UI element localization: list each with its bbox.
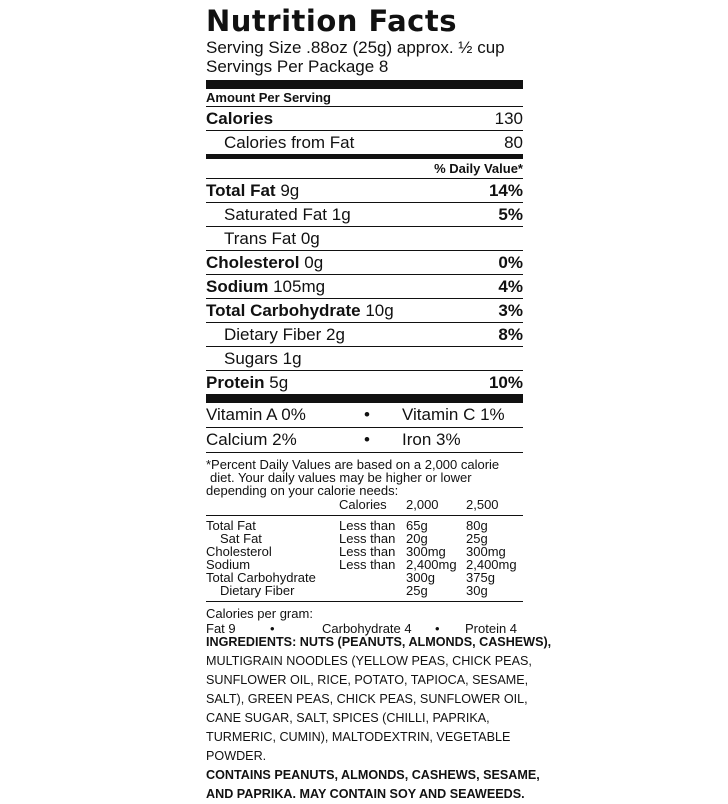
vitamin-list — [206, 403, 523, 453]
servings-per-package: Servings Per Package 8 — [206, 57, 389, 76]
dv-table-cell: 2,400mg — [406, 557, 457, 572]
nutrient-row — [206, 347, 523, 371]
serving-size: Serving Size .88oz (25g) approx. ½ cup — [206, 38, 505, 57]
cpg-sep: • — [270, 621, 275, 636]
nutrient-name: Trans Fat — [224, 229, 297, 248]
nutrient-label — [206, 371, 288, 394]
nutrient-name: Dietary Fiber — [224, 325, 322, 344]
thick-divider — [206, 80, 523, 89]
nutrient-label — [206, 203, 351, 226]
dv-table-cell: Less than — [339, 531, 396, 546]
dv-table-cell: 2,400mg — [466, 557, 517, 572]
nutrient-amount: 5g — [269, 373, 289, 392]
dv-table-cell: 20g — [406, 531, 428, 546]
nutrient-row — [206, 371, 523, 394]
calories-label: Calories — [206, 109, 274, 128]
vitamin-value: Vitamin C 1% — [402, 405, 505, 424]
dv-table-cell: 80g — [466, 518, 488, 533]
nutrient-amount: 9g — [280, 181, 300, 200]
calories-row — [206, 107, 523, 131]
vitamin-row — [206, 428, 523, 453]
footnote-line: diet. Your daily values may be higher or lower — [210, 470, 472, 485]
daily-value-table — [206, 498, 523, 511]
nutrient-daily-value: 14% — [488, 181, 523, 200]
dv-table-cell: 25g — [466, 531, 488, 546]
nutrient-name: Cholesterol — [206, 253, 300, 272]
dv-table-cell: Total Fat — [206, 518, 256, 533]
footnote-line: depending on your calorie needs: — [206, 483, 399, 498]
nutrient-daily-value: 10% — [488, 373, 523, 392]
ingredients-line: SUNFLOWER OIL, RICE, POTATO, TAPIOCA, SESAME, — [206, 673, 529, 687]
dv-table-cell — [339, 584, 406, 597]
dv-table-cell: 375g — [466, 570, 495, 585]
nutrient-label — [206, 251, 323, 274]
calories-from-fat-value: 80 — [504, 133, 523, 152]
nutrient-name: Sodium — [206, 277, 269, 296]
nutrient-label — [206, 275, 325, 298]
nutrient-name: Total Fat — [206, 181, 276, 200]
dv-table-cell: 65g — [406, 518, 428, 533]
cpg-fat: Fat 9 — [206, 621, 236, 636]
nutrient-row — [206, 203, 523, 227]
nutrient-amount: 1g — [331, 205, 351, 224]
cpg-sep: • — [435, 621, 440, 636]
nutrient-amount: 105mg — [273, 277, 326, 296]
nutrient-daily-value: 3% — [498, 301, 523, 320]
dv-table-cell: Dietary Fiber — [220, 583, 295, 598]
dv-header-cell: 2,500 — [466, 497, 499, 512]
calories-from-fat-label: Calories from Fat — [224, 133, 355, 152]
allergen-line: AND PAPRIKA. MAY CONTAIN SOY AND SEAWEEDS. — [206, 787, 525, 801]
dv-table-cell: 30g — [466, 583, 488, 598]
nutrient-label — [206, 323, 345, 346]
ingredients-block — [206, 633, 552, 804]
nutrient-name: Protein — [206, 373, 265, 392]
ingredients-line: POWDER. — [206, 749, 267, 763]
ingredients-line: CANE SUGAR, SALT, SPICES (CHILLI, PAPRIKA, — [206, 711, 490, 725]
nutrient-row — [206, 275, 523, 299]
dv-table-cell: Less than — [339, 557, 396, 572]
vitamin-value: Vitamin A 0% — [206, 405, 306, 424]
nutrient-name: Saturated Fat — [224, 205, 328, 224]
vitamin-row — [206, 403, 523, 428]
nutrient-amount: 0g — [300, 229, 320, 248]
nutrient-daily-value: 8% — [498, 325, 523, 344]
dv-table-cell: 25g — [406, 583, 428, 598]
footnote — [206, 458, 523, 497]
dv-table-cell: Sat Fat — [220, 531, 262, 546]
footnote-line: *Percent Daily Values are based on a 2,000 calorie — [206, 457, 500, 472]
nutrient-amount: 1g — [282, 349, 302, 368]
nutrition-facts-panel — [206, 0, 523, 635]
nutrient-name: Sugars — [224, 349, 278, 368]
nutrient-amount: 0g — [304, 253, 324, 272]
label-title: Nutrition Facts — [206, 4, 457, 38]
nutrient-amount: 2g — [326, 325, 345, 344]
nutrient-row — [206, 179, 523, 203]
nutrient-row — [206, 323, 523, 347]
dv-table-cell: Less than — [339, 518, 396, 533]
vitamin-separator: • — [364, 405, 370, 424]
dv-table-cell: 300mg — [466, 544, 506, 559]
daily-value-header: % Daily Value* — [206, 159, 523, 179]
dv-table-cell — [339, 571, 406, 584]
ingredients-line: INGREDIENTS: NUTS (PEANUTS, ALMONDS, CASHEWS), — [206, 635, 552, 649]
ingredients-line: MULTIGRAIN NOODLES (YELLOW PEAS, CHICK PEAS, — [206, 654, 532, 668]
thick-divider — [206, 394, 523, 403]
nutrient-name: Total Carbohydrate — [206, 301, 361, 320]
dv-header-cell — [206, 498, 339, 511]
allergen-statement — [206, 766, 540, 804]
dv-table-rule — [206, 601, 523, 602]
cpg-protein: Protein 4 — [465, 621, 518, 636]
nutrient-amount: 10g — [365, 301, 394, 320]
nutrient-row — [206, 227, 523, 251]
dv-table-cell: Cholesterol — [206, 544, 272, 559]
calories-value: 130 — [494, 109, 523, 128]
calories-from-fat-row — [206, 131, 523, 154]
nutrient-label — [206, 179, 299, 202]
dv-table-cell: Less than — [339, 544, 396, 559]
dv-header-cell: Calories — [339, 497, 387, 512]
dv-table-rule — [206, 515, 523, 516]
vitamin-separator: • — [364, 430, 370, 449]
dv-table-header — [206, 498, 523, 511]
nutrient-label — [206, 227, 320, 250]
vitamin-value: Calcium 2% — [206, 430, 297, 449]
dv-table-cell: Sodium — [206, 557, 251, 572]
ingredients-line: SALT), GREEN PEAS, CHICK PEAS, SUNFLOWER OIL, — [206, 692, 528, 706]
daily-value-table-body — [206, 519, 523, 597]
dv-table-cell: 300g — [406, 570, 435, 585]
ingredients-list — [206, 633, 552, 766]
nutrient-daily-value: 4% — [498, 277, 523, 296]
cpg-carb: Carbohydrate 4 — [322, 621, 412, 636]
dv-table-row — [206, 584, 523, 597]
dv-table-cell: Total Carbohydrate — [206, 570, 316, 585]
nutrient-list — [206, 179, 523, 394]
nutrient-row — [206, 299, 523, 323]
nutrient-label — [206, 299, 394, 322]
nutrient-row — [206, 251, 523, 275]
amount-per-serving: Amount Per Serving — [206, 89, 523, 107]
vitamin-value: Iron 3% — [402, 430, 461, 449]
nutrient-daily-value: 5% — [498, 205, 523, 224]
dv-table-cell: 300mg — [406, 544, 446, 559]
calories-per-gram-heading: Calories per gram: — [206, 606, 313, 621]
dv-header-cell: 2,000 — [406, 497, 439, 512]
nutrient-label — [206, 347, 302, 370]
ingredients-line: TURMERIC, CUMIN), MALTODEXTRIN, VEGETABLE — [206, 730, 511, 744]
allergen-line: CONTAINS PEANUTS, ALMONDS, CASHEWS, SESAME, — [206, 768, 540, 782]
nutrient-daily-value: 0% — [498, 253, 523, 272]
